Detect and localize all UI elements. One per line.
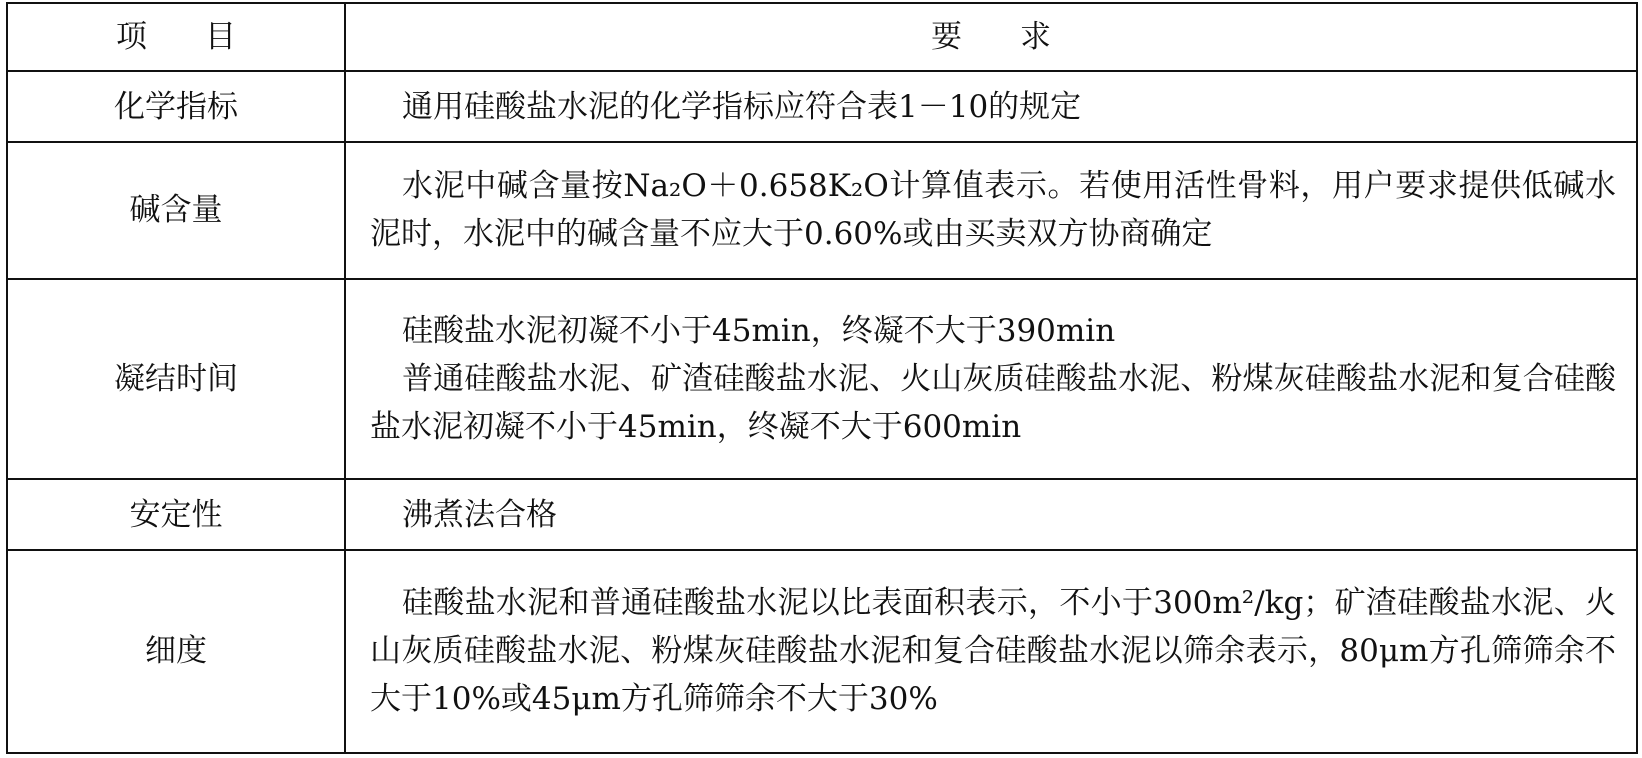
table-row: [7, 550, 1637, 753]
header-requirement-cell: [345, 3, 1637, 71]
requirements-table: [6, 2, 1638, 754]
header-requirement-label: 要求: [931, 19, 1109, 56]
requirement-text: 沸煮法合格: [402, 496, 557, 533]
requirement-cell: [345, 550, 1637, 753]
requirement-cell: [345, 71, 1637, 142]
header-item-label: 项目: [116, 19, 294, 56]
table-row: [7, 479, 1637, 550]
table-row: [7, 279, 1637, 480]
requirement-cell: [345, 479, 1637, 550]
header-row: [7, 3, 1637, 71]
requirement-text: 通用硅酸盐水泥的化学指标应符合表1－10的规定: [402, 88, 1082, 125]
requirement-text: 水泥中碱含量按Na₂O＋0.658K₂O计算值表示。若使用活性骨料，用户要求提供低碱水泥时，水泥中的碱含量不应大于0.60%或由买卖双方协商确定: [370, 168, 1616, 253]
item-cell: 安定性: [7, 479, 345, 550]
header-item-cell: [7, 3, 345, 71]
item-cell: 凝结时间: [7, 279, 345, 480]
table-row: [7, 142, 1637, 279]
requirement-cell: [345, 142, 1637, 279]
requirement-text: 硅酸盐水泥和普通硅酸盐水泥以比表面积表示，不小于300m²/kg；矿渣硅酸盐水泥、火山灰质硅酸盐水泥、粉煤灰硅酸盐水泥和复合硅酸盐水泥以筛余表示，80μm方孔筛筛余不大于10%或45μm方孔筛筛余不大于30%: [370, 585, 1616, 718]
table-row: [7, 71, 1637, 142]
item-cell: 细度: [7, 550, 345, 753]
requirement-text: 普通硅酸盐水泥、矿渣硅酸盐水泥、火山灰质硅酸盐水泥、粉煤灰硅酸盐水泥和复合硅酸盐水泥初凝不小于45min，终凝不大于600min: [370, 361, 1616, 446]
item-cell: 化学指标: [7, 71, 345, 142]
requirement-text: 硅酸盐水泥初凝不小于45min，终凝不大于390min: [402, 313, 1116, 350]
requirement-cell: [345, 279, 1637, 480]
item-cell: 碱含量: [7, 142, 345, 279]
